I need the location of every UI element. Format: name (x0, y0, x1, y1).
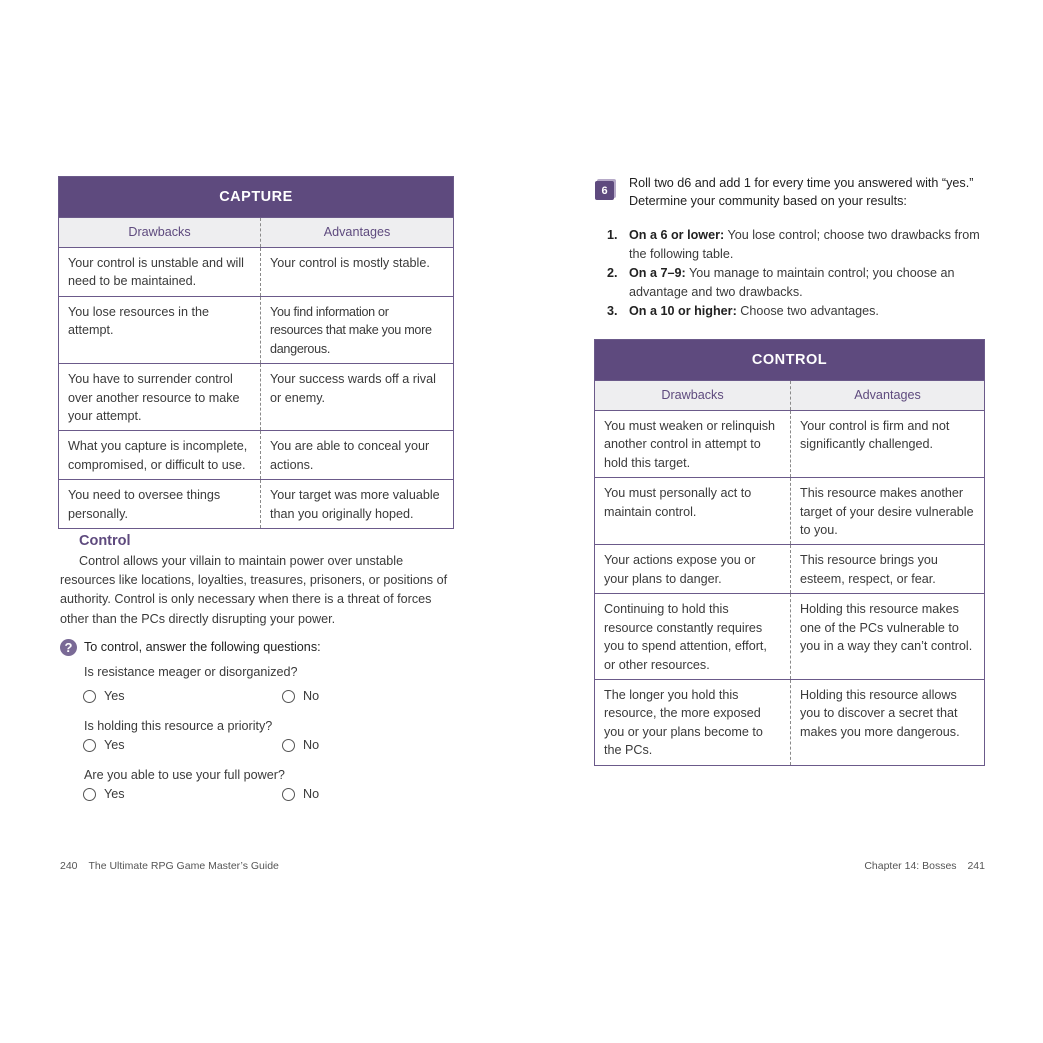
table-row (595, 680, 985, 766)
table-row (59, 297, 454, 364)
chapter-title: Chapter 14: Bosses (864, 860, 957, 872)
capture-table-title: CAPTURE (59, 177, 454, 218)
option-label: Yes (104, 738, 125, 752)
section-heading-control: Control (79, 533, 131, 549)
result-label: On a 7–9: (629, 266, 686, 280)
page-number-left: 240 (60, 860, 78, 872)
q1-no-option[interactable] (282, 689, 319, 703)
dice-icon: 6 (595, 181, 614, 200)
result-label: On a 6 or lower: (629, 228, 725, 242)
radio-icon[interactable] (282, 739, 295, 752)
control-table (594, 339, 985, 766)
table-row (59, 248, 454, 297)
result-item-1 (607, 226, 989, 264)
table-row (595, 411, 985, 478)
result-number: 1. (607, 228, 618, 242)
option-label: No (303, 787, 320, 801)
table-cell: This resource makes another target of your desire vulnerable to you. (791, 478, 985, 545)
radio-icon[interactable] (282, 690, 295, 703)
radio-icon[interactable] (282, 788, 295, 801)
result-text: Choose two advantages. (736, 304, 879, 318)
capture-header-drawbacks: Drawbacks (59, 218, 261, 248)
table-cell: The longer you hold this resource, the more exposed you or your plans become to the PCs. (595, 680, 791, 766)
table-cell: Your actions expose you or your plans to danger. (595, 545, 791, 594)
result-number: 3. (607, 304, 618, 318)
book-title: The Ultimate RPG Game Master’s Guide (88, 860, 279, 872)
table-cell: This resource brings you esteem, respect, or fear. (791, 545, 985, 594)
result-number: 2. (607, 266, 618, 280)
table-cell: Your target was more valuable than you originally hoped. (261, 480, 454, 529)
table-cell: Holding this resource allows you to discover a secret that makes you more dangerous. (791, 680, 985, 766)
control-header-drawbacks: Drawbacks (595, 381, 791, 411)
table-cell: You lose resources in the attempt. (59, 297, 261, 364)
question-2: Is holding this resource a priority? (84, 719, 273, 733)
capture-table (58, 176, 454, 529)
option-label: Yes (104, 689, 125, 703)
footer-right (864, 860, 985, 872)
questions-prompt: To control, answer the following questions: (84, 640, 321, 654)
table-cell: Your control is mostly stable. (261, 248, 454, 297)
result-text-cont: the following table. (629, 247, 734, 262)
capture-header-advantages: Advantages (261, 218, 454, 248)
table-cell: Your control is firm and not significantly challenged. (791, 411, 985, 478)
result-label: On a 10 or higher: (629, 304, 737, 318)
table-cell: You have to surrender control over another resource to make your attempt. (59, 364, 261, 431)
q2-no-option[interactable] (282, 738, 319, 752)
roll-instructions (629, 175, 973, 210)
page-number-right: 241 (967, 860, 985, 872)
radio-icon[interactable] (83, 690, 96, 703)
option-label: Yes (104, 787, 125, 801)
q2-yes-option[interactable] (83, 738, 125, 752)
table-cell: You must personally act to maintain control. (595, 478, 791, 545)
table-cell: Your success wards off a rival or enemy. (261, 364, 454, 431)
option-label: No (303, 738, 320, 752)
control-paragraph: Control allows your villain to maintain power over unstable resources like locations, loyalties, treasures, prisoners, or positions of authority. Control is only necessary when there is a threat of forces other than the PCs directly disrupting your power. (60, 554, 448, 626)
question-3: Are you able to use your full power? (84, 768, 285, 782)
result-text: You lose control; choose two drawbacks from (724, 228, 980, 242)
table-cell: Holding this resource makes one of the PCs vulnerable to you in a way they can’t control. (791, 594, 985, 680)
result-item-3 (607, 302, 989, 321)
table-cell: You need to oversee things personally. (59, 480, 261, 529)
table-row (59, 480, 454, 529)
table-cell: You find information or resources that make you more dangerous. (261, 297, 454, 364)
radio-icon[interactable] (83, 739, 96, 752)
table-row (595, 545, 985, 594)
footer-left (60, 860, 279, 872)
table-row (595, 478, 985, 545)
radio-icon[interactable] (83, 788, 96, 801)
control-table-title: CONTROL (595, 340, 985, 381)
table-cell: Continuing to hold this resource constantly requires you to spend attention, effort, or other resources. (595, 594, 791, 680)
question-icon: ? (60, 639, 77, 656)
table-row (595, 594, 985, 680)
table-cell: You are able to conceal your actions. (261, 431, 454, 480)
control-header-advantages: Advantages (791, 381, 985, 411)
result-item-2 (607, 264, 989, 302)
table-row (59, 364, 454, 431)
table-cell: What you capture is incomplete, compromised, or difficult to use. (59, 431, 261, 480)
result-text: You manage to maintain control; you choose an (685, 266, 955, 280)
q1-yes-option[interactable] (83, 689, 125, 703)
roll-line-1: Roll two d6 and add 1 for every time you answered with “yes.” (629, 176, 974, 190)
table-cell: Your control is unstable and will need to be maintained. (59, 248, 261, 297)
table-row (59, 431, 454, 480)
table-cell: You must weaken or relinquish another control in attempt to hold this target. (595, 411, 791, 478)
question-1: Is resistance meager or disorganized? (84, 665, 298, 679)
option-label: No (303, 689, 320, 703)
result-text-cont: advantage and two drawbacks. (629, 285, 803, 300)
q3-yes-option[interactable] (83, 787, 125, 801)
q3-no-option[interactable] (282, 787, 319, 801)
roll-line-2: Determine your community based on your results: (629, 193, 907, 208)
